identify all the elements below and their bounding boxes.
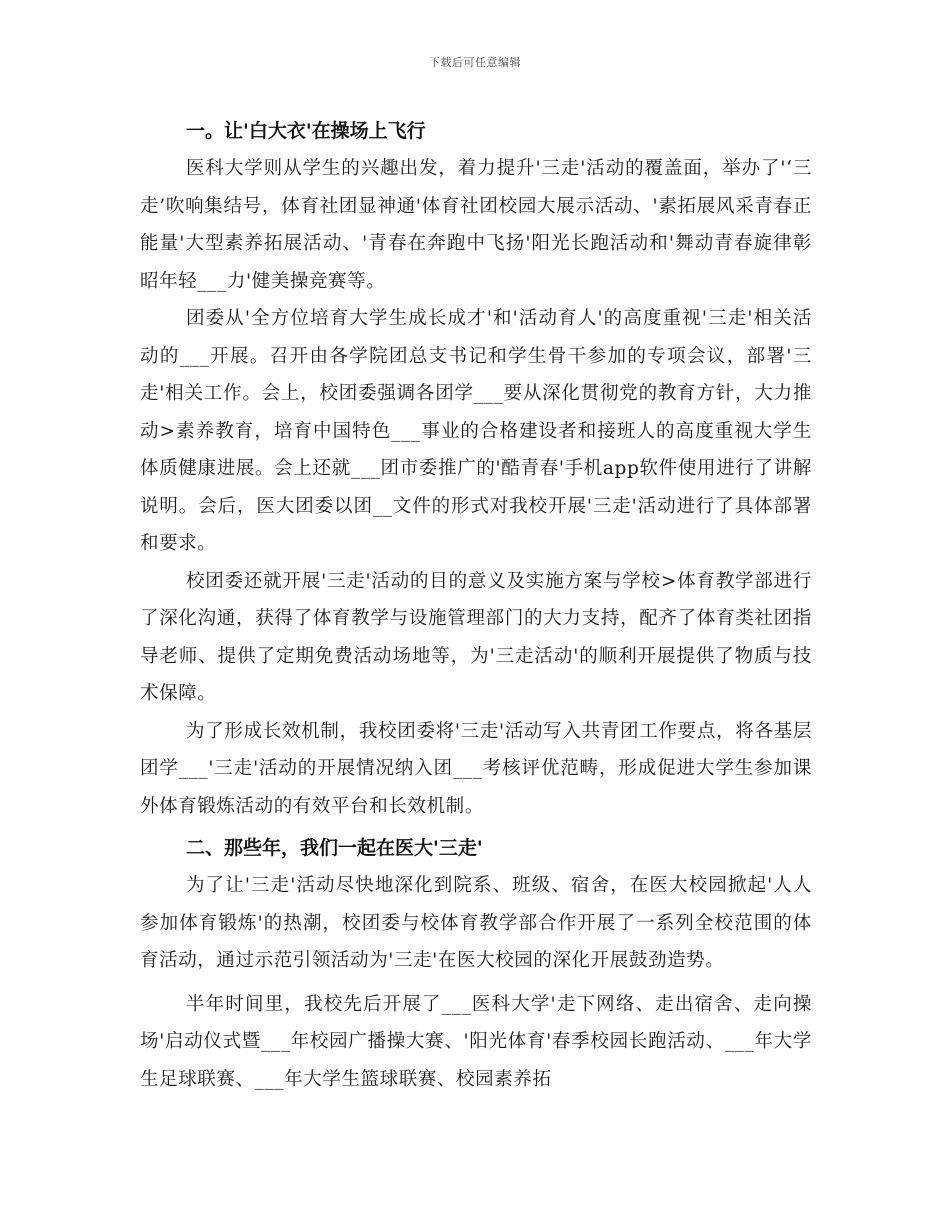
- section-1-paragraph-4: 为了形成长效机制，我校团委将'三走'活动写入共青团工作要点，将各基层团学___'三走'活动的开展情况纳入团___考核评优范畴，形成促进大学生参加课外体育锻炼活动的有效平台和长效机制。: [140, 720, 812, 817]
- section-1-heading: 一。让'白大衣'在操场上飞行: [186, 120, 426, 142]
- section-2-paragraph-2: 半年时间里，我校先后开展了___医科大学'走下网络、走出宿舍、走向操场'启动仪式暨___年校园广播操大赛、'阳光体育'春季校园长跑活动、___年大学生足球联赛、___年大学生篮球联赛、校园素养拓: [140, 993, 812, 1090]
- section-2-heading: 二、那些年，我们一起在医大'三走': [186, 837, 483, 859]
- section-1-paragraph-2: 团委从'全方位培育大学生成长成才'和'活动育人'的高度重视'三走'相关活动的___开展。召开由各学院团总支书记和学生骨干参加的专项会议，部署'三走'相关工作。会上，校团委强调各团学___要从深化贯彻党的教育方针，大力推动>素养教育，培育中国特色___事业的合格建设者和接班人的高度重视大学生体质健康进展。会上还就___团市委推广的'酷青春'手机app软件使用进行了讲解说明。会后，医大团委以团__文件的形式对我校开展'三走'活动进行了具体部署和要求。: [140, 308, 812, 554]
- section-1-paragraph-3: 校团委还就开展'三走'活动的目的意义及实施方案与学校>体育教学部进行了深化沟通，获得了体育教学与设施管理部门的大力支持，配齐了体育类社团指导老师、提供了定期免费活动场地等，为'三走活动'的顺利开展提供了物质与技术保障。: [140, 570, 812, 704]
- section-2-paragraph-1: 为了让'三走'活动尽快地深化到院系、班级、宿舍，在医大校园掀起'人人参加体育锻炼'的热潮，校团委与校体育教学部合作开展了一系列全校范围的体育活动，通过示范引领活动为'三走'在医大校园的深化开展鼓劲造势。: [140, 875, 812, 971]
- header-note: 下载后可任意编辑: [429, 56, 521, 69]
- document-body: [140, 112, 812, 1098]
- section-1-paragraph-1: 医科大学则从学生的兴趣出发，着力提升'三走'活动的覆盖面，举办了'‘三走’吹响集结号，体育社团显神通'体育社团校园大展示活动、'素拓展风采青春正能量'大型素养拓展活动、'青春在奔跑中飞扬'阳光长跑活动和'舞动青春旋律彰昭年轻___力'健美操竞赛等。: [140, 158, 812, 292]
